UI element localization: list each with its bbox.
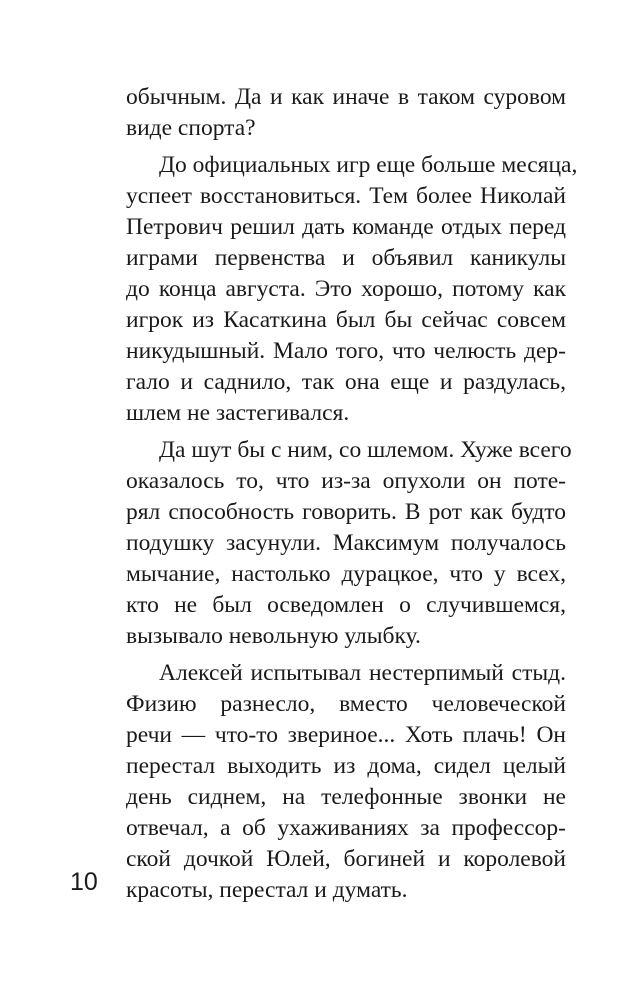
text-line: ской дочкой Юлей, богиней и королевой bbox=[126, 846, 566, 872]
text-line: до конца августа. Это хорошо, потому как bbox=[126, 276, 566, 302]
text-line: отвечал, а об ухаживаниях за профессор- bbox=[126, 815, 566, 841]
text-line: вызывало невольную улыбку. bbox=[126, 623, 421, 649]
text-line: никудышный. Мало того, что челюсть дер- bbox=[126, 338, 566, 364]
text-line: игрок из Касаткина был бы сейчас совсем bbox=[126, 307, 566, 333]
text-line: гало и саднило, так она еще и раздулась, bbox=[126, 369, 566, 395]
text-line: речи — что-то звериное... Хоть плачь! Он bbox=[126, 722, 566, 748]
text-line: успеет восстановиться. Тем более Николай bbox=[126, 183, 566, 209]
text-line: виде спорта? bbox=[126, 115, 256, 141]
text-line: оказалось то, что из-за опухоли он поте- bbox=[126, 468, 566, 494]
text-line: красоты, перестал и думать. bbox=[126, 877, 408, 903]
text-line: день сиднем, на телефонные звонки не bbox=[126, 784, 566, 810]
text-line: шлем не застегивался. bbox=[126, 400, 350, 426]
text-line: обычным. Да и как иначе в таком суровом bbox=[126, 84, 566, 110]
text-line: Да шут бы с ним, со шлемом. Хуже всего bbox=[159, 437, 572, 463]
text-line: кто не был осведомлен о случившемся, bbox=[126, 592, 566, 618]
text-line: играми первенства и объявил каникулы bbox=[126, 245, 566, 271]
text-line: Петрович решил дать команде отдых перед bbox=[126, 214, 566, 240]
text-line: Физию разнесло, вместо человеческой bbox=[126, 691, 566, 717]
text-line: перестал выходить из дома, сидел целый bbox=[126, 753, 566, 779]
text-line: подушку засунули. Максимум получалось bbox=[126, 530, 566, 556]
text-line: До официальных игр еще больше месяца, bbox=[159, 152, 578, 178]
body-text bbox=[126, 82, 578, 906]
text-line: Алексей испытывал нестерпимый стыд. bbox=[159, 660, 566, 686]
page-number: 10 bbox=[70, 868, 98, 896]
text-line: рял способность говорить. В рот как будто bbox=[126, 499, 566, 525]
text-line: мычание, настолько дурацкое, что у всех, bbox=[126, 561, 566, 587]
